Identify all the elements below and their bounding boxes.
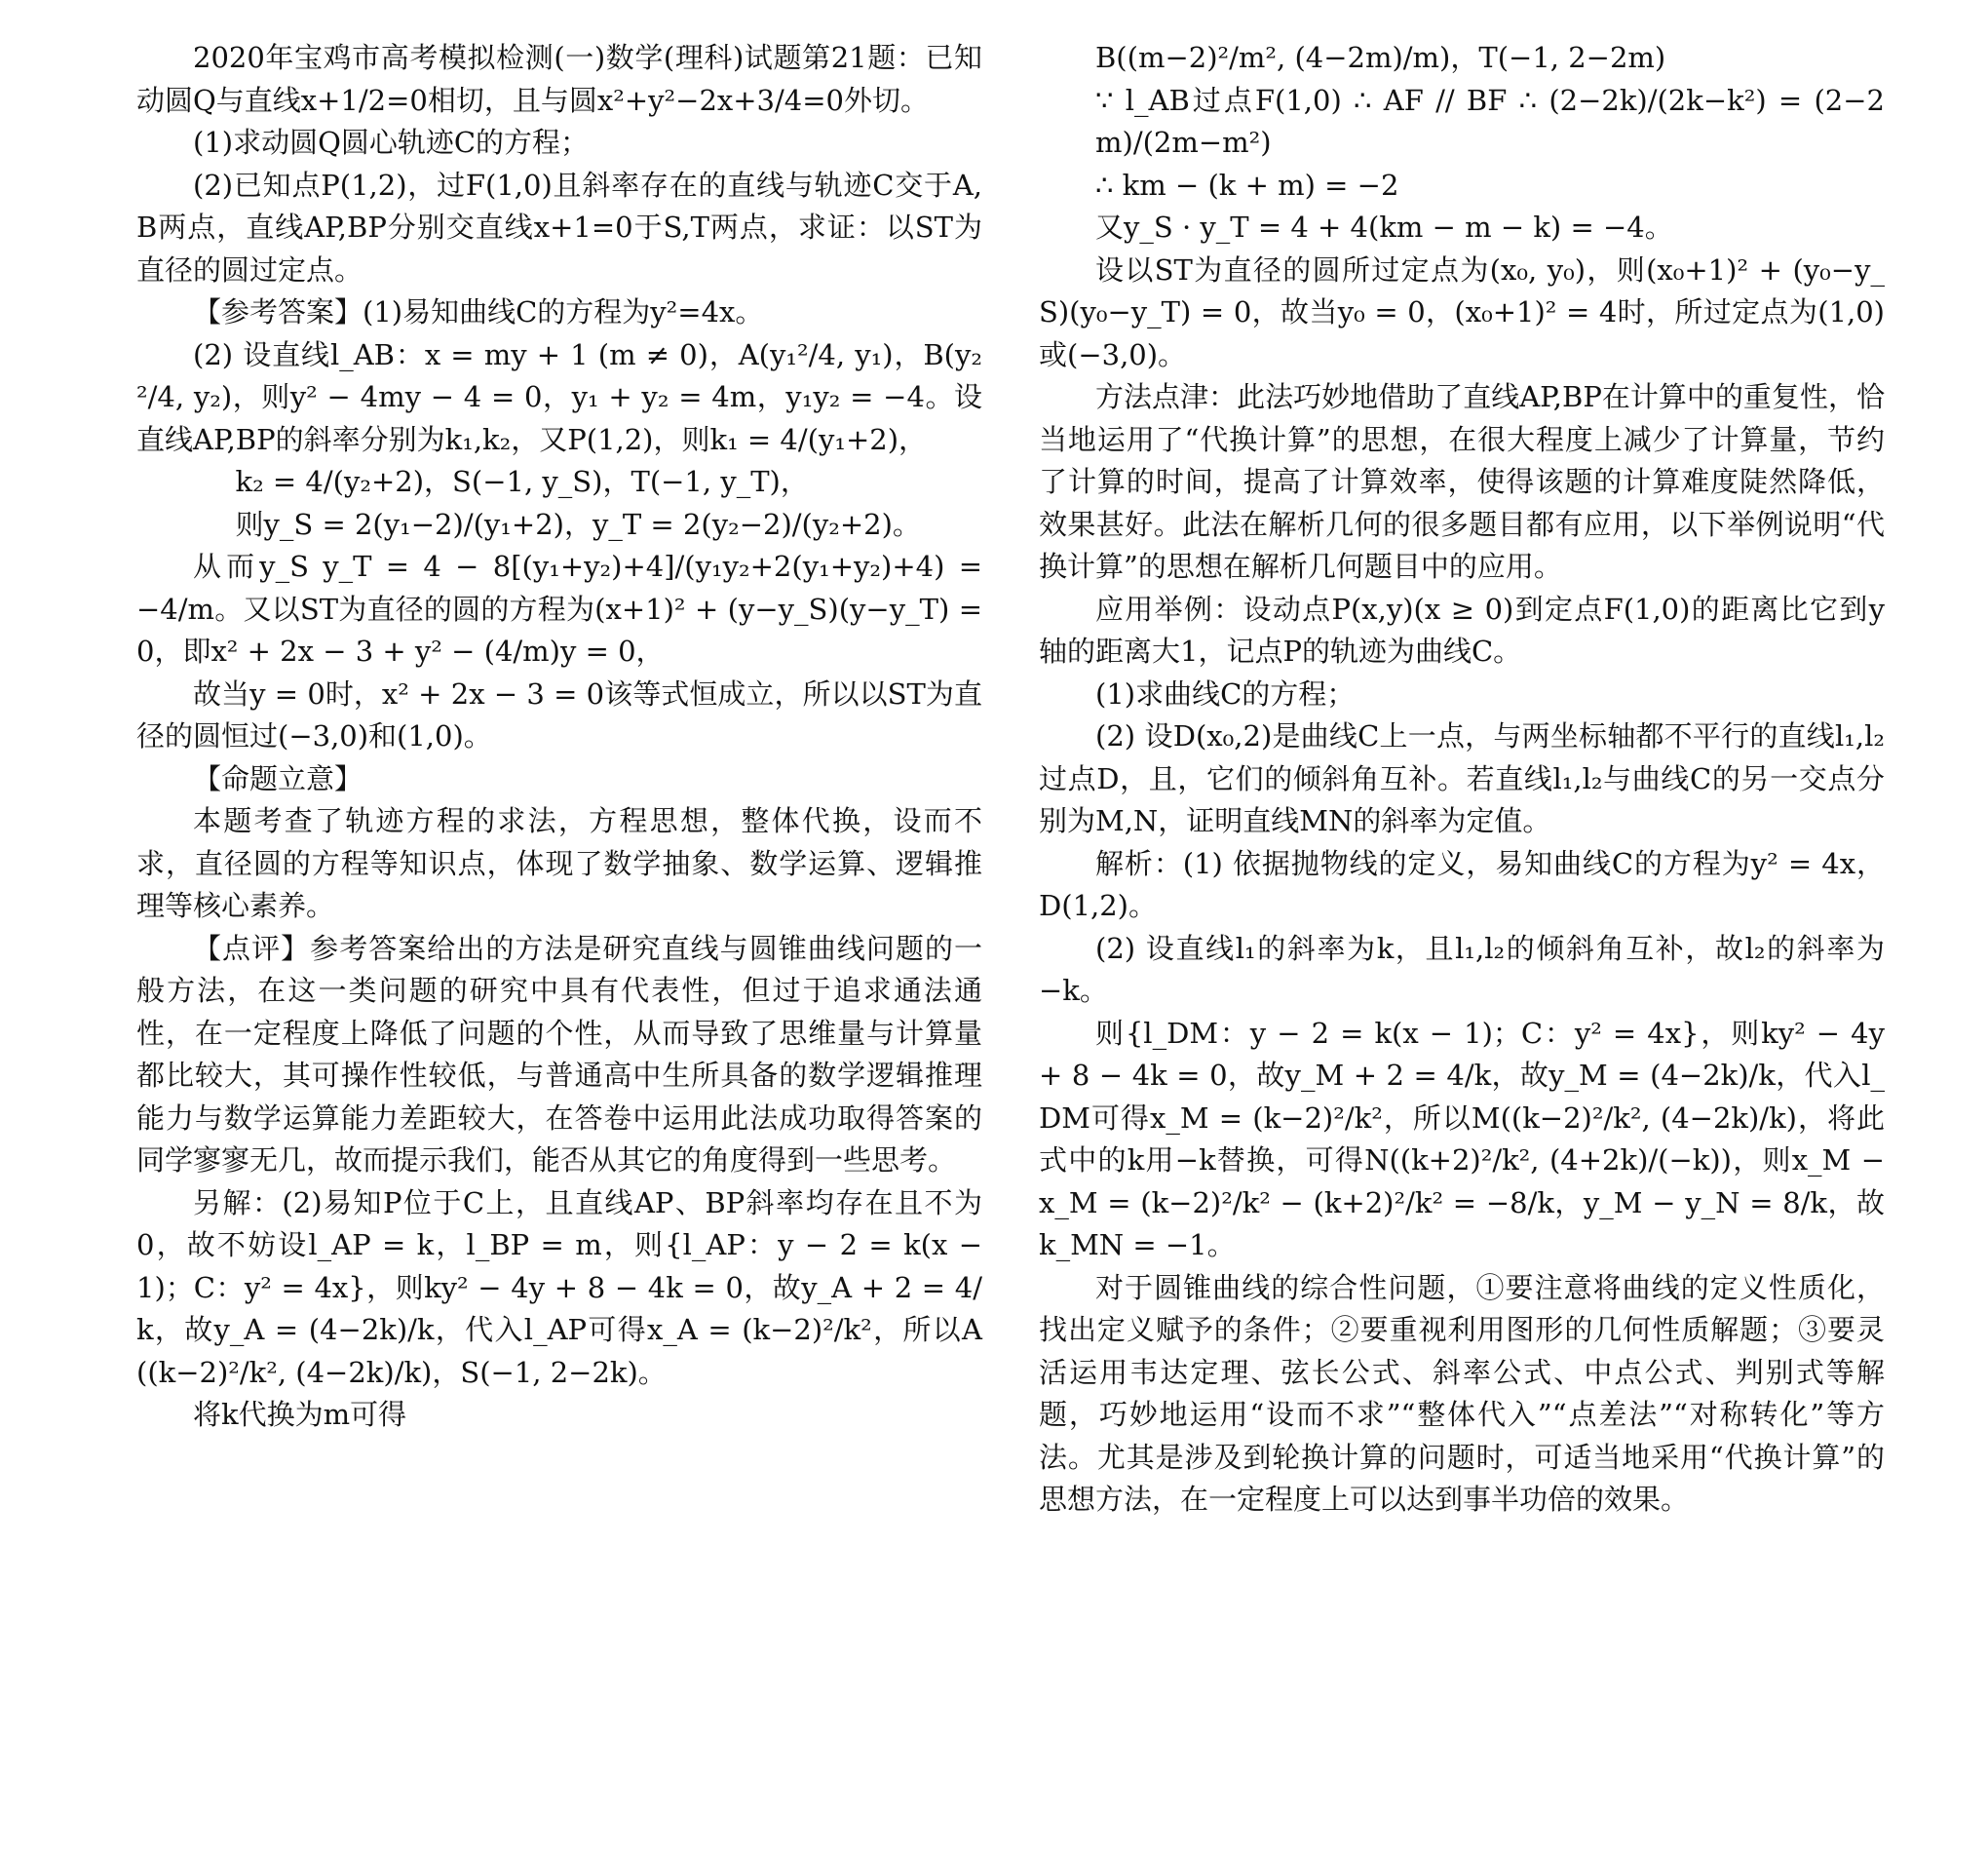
problem-statement: 2020年宝鸡市高考模拟检测(一)数学(理科)试题第21题：已知动圆Q与直线x+1/2=0相切，且与圆x²+y²−2x+3/4=0外切。 (136, 41, 982, 117)
example-part-2: (2) 设D(x₀,2)是曲线C上一点，与两坐标轴都不平行的直线l₁,l₂过点D，且，它们的倾斜角互补。若直线l₁,l₂与曲线C的另一交点分别为M,N，证明直线MN的斜率为定值。 (1039, 719, 1885, 837)
summary-text: 对于圆锥曲线的综合性问题，①要注意将曲线的定义性质化，找出定义赋予的条件；②要重视利用图形的几何性质解题；③要灵活运用韦达定理、弦长公式、斜率公式、中点公式、判别式等解题，巧妙地运用“设而不求”“整体代入”“点差法”“对称转化”等方法。尤其是涉及到轮换计算的问题时，可适当地采用“代换计算”的思想方法，在一定程度上可以达到事半功倍的效果。 (1039, 1270, 1885, 1516)
reference-answer-1: 【参考答案】(1)易知曲线C的方程为y²=4x。 (193, 295, 764, 328)
relation-km: ∴ km − (k + m) = −2 (1095, 168, 1399, 202)
point-b-t: B((m−2)²/m², (4−2m)/m)，T(−1, 2−2m) (1095, 41, 1666, 74)
comment-text: 【点评】参考答案给出的方法是研究直线与圆锥曲线问题的一般方法，在这一类问题的研究中具有代表性，但过于追求通法通性，在一定程度上降低了问题的个性，从而导致了思维量与计算量都比较大，其可操作性较低，与普通高中生所具备的数学逻辑推理能力与数学运算能力差距较大，在答卷中运用此法成功取得答案的同学寥寥无几，故而提示我们，能否从其它的角度得到一些思考。 (136, 931, 982, 1177)
equation-ys-yt: 则y_S = 2(y₁−2)/(y₁+2)，y_T = 2(y₂−2)/(y₂+2)。 (235, 507, 921, 541)
left-column (136, 37, 982, 1854)
problem-part-2: (2)已知点P(1,2)，过F(1,0)且斜率存在的直线与轨迹C交于A,B两点，直线AP,BP分别交直线x+1=0于S,T两点，求证：以ST为直径的圆过定点。 (136, 168, 982, 287)
collinear-condition: ∵ l_AB过点F(1,0) ∴ AF // BF ∴ (2−2k)/(2k−k²) = (2−2m)/(2m−m²) (1095, 83, 1885, 159)
alternative-solution: 另解：(2)易知P位于C上，且直线AP、BP斜率均存在且不为0，故不妨设l_AP = k，l_BP = m，则{l_AP：y − 2 = k(x − 1)；C：y² = 4x}，则ky² − 4y + 8 − 4k = 0，故y_A + 2 = 4/k，故y_A = (4−2k)/k，代入l_AP可得x_A = (k−2)²/k²，所以A((k−2)²/k², (4−2k)/k)，S(−1, 2−2k)。 (136, 1185, 982, 1389)
solution-part-2-setup: (2) 设直线l₁的斜率为k，且l₁,l₂的倾斜角互补，故l₂的斜率为−k。 (1039, 931, 1885, 1007)
equation-k2: k₂ = 4/(y₂+2)，S(−1, y_S)，T(−1, y_T)， (235, 465, 809, 498)
problem-part-1: (1)求动圆Q圆心轨迹C的方程； (193, 126, 590, 159)
reference-conclusion: 故当y = 0时，x² + 2x − 3 = 0该等式恒成立，所以以ST为直径的圆恒过(−3,0)和(1,0)。 (136, 676, 982, 753)
solution-part-2-derivation: 则{l_DM：y − 2 = k(x − 1)；C：y² = 4x}，则ky² − 4y + 8 − 4k = 0，故y_M + 2 = 4/k，故y_M = (4−2k)/k，代入l_DM可得x_M = (k−2)²/k²，所以M((k−2)²/k², (4−2k)/k)，将此式中的k用−k替换，可得N((k+2)²/k², (4+2k)/(−k))，则x_M − x_M = (k−2)²/k² − (k+2)²/k² = −8/k，y_M − y_N = 8/k，故k_MN = −1。 (1039, 1016, 1885, 1261)
example-part-1: (1)求曲线C的方程； (1095, 676, 1356, 711)
substitution-note: 将k代换为m可得 (193, 1398, 407, 1431)
equation-product: 从而y_S y_T = 4 − 8[(y₁+y₂)+4]/(y₁y₂+2(y₁+y₂)+4) = −4/m。又以ST为直径的圆的方程为(x+1)² + (y−y_S)(y−y_T) = 0，即x² + 2x − 3 + y² − (4/m)y = 0， (136, 550, 982, 668)
section-heading-intent: 【命题立意】 (193, 761, 363, 795)
solution-part-1: 解析：(1) 依据抛物线的定义，易知曲线C的方程为y² = 4x，D(1,2)。 (1039, 846, 1885, 922)
method-tips: 方法点津：此法巧妙地借助了直线AP,BP在计算中的重复性，恰当地运用了“代换计算”的思想，在很大程度上减少了计算量，节约了计算的时间，提高了计算效率，使得该题的计算难度陡然降低，效果甚好。此法在解析几何的很多题目都有应用，以下举例说明“代换计算”的思想在解析几何题目中的应用。 (1039, 380, 1885, 583)
application-example: 应用举例：设动点P(x,y)(x ≥ 0)到定点F(1,0)的距离比它到y轴的距离大1，记点P的轨迹为曲线C。 (1039, 592, 1885, 668)
fixed-point-conclusion: 设以ST为直径的圆所过定点为(x₀, y₀)，则(x₀+1)² + (y₀−y_S)(y₀−y_T) = 0，故当y₀ = 0，(x₀+1)² = 4时，所过定点为(1,0)或(−3,0)。 (1039, 252, 1885, 371)
right-column (1039, 37, 1885, 1854)
intent-text: 本题考查了轨迹方程的求法，方程思想，整体代换，设而不求，直径圆的方程等知识点，体现了数学抽象、数学运算、逻辑推理等核心素养。 (136, 804, 982, 922)
product-ys-yt: 又y_S · y_T = 4 + 4(km − m − k) = −4。 (1095, 211, 1673, 244)
reference-answer-2-setup: (2) 设直线l_AB：x = my + 1 (m ≠ 0)，A(y₁²/4, y₁)，B(y₂²/4, y₂)，则y² − 4my − 4 = 0，y₁ + y₂ = 4m，y₁y₂ = −4。设直线AP,BP的斜率分别为k₁,k₂，又P(1,2)，则k₁ = 4/(y₁+2)， (136, 337, 982, 456)
